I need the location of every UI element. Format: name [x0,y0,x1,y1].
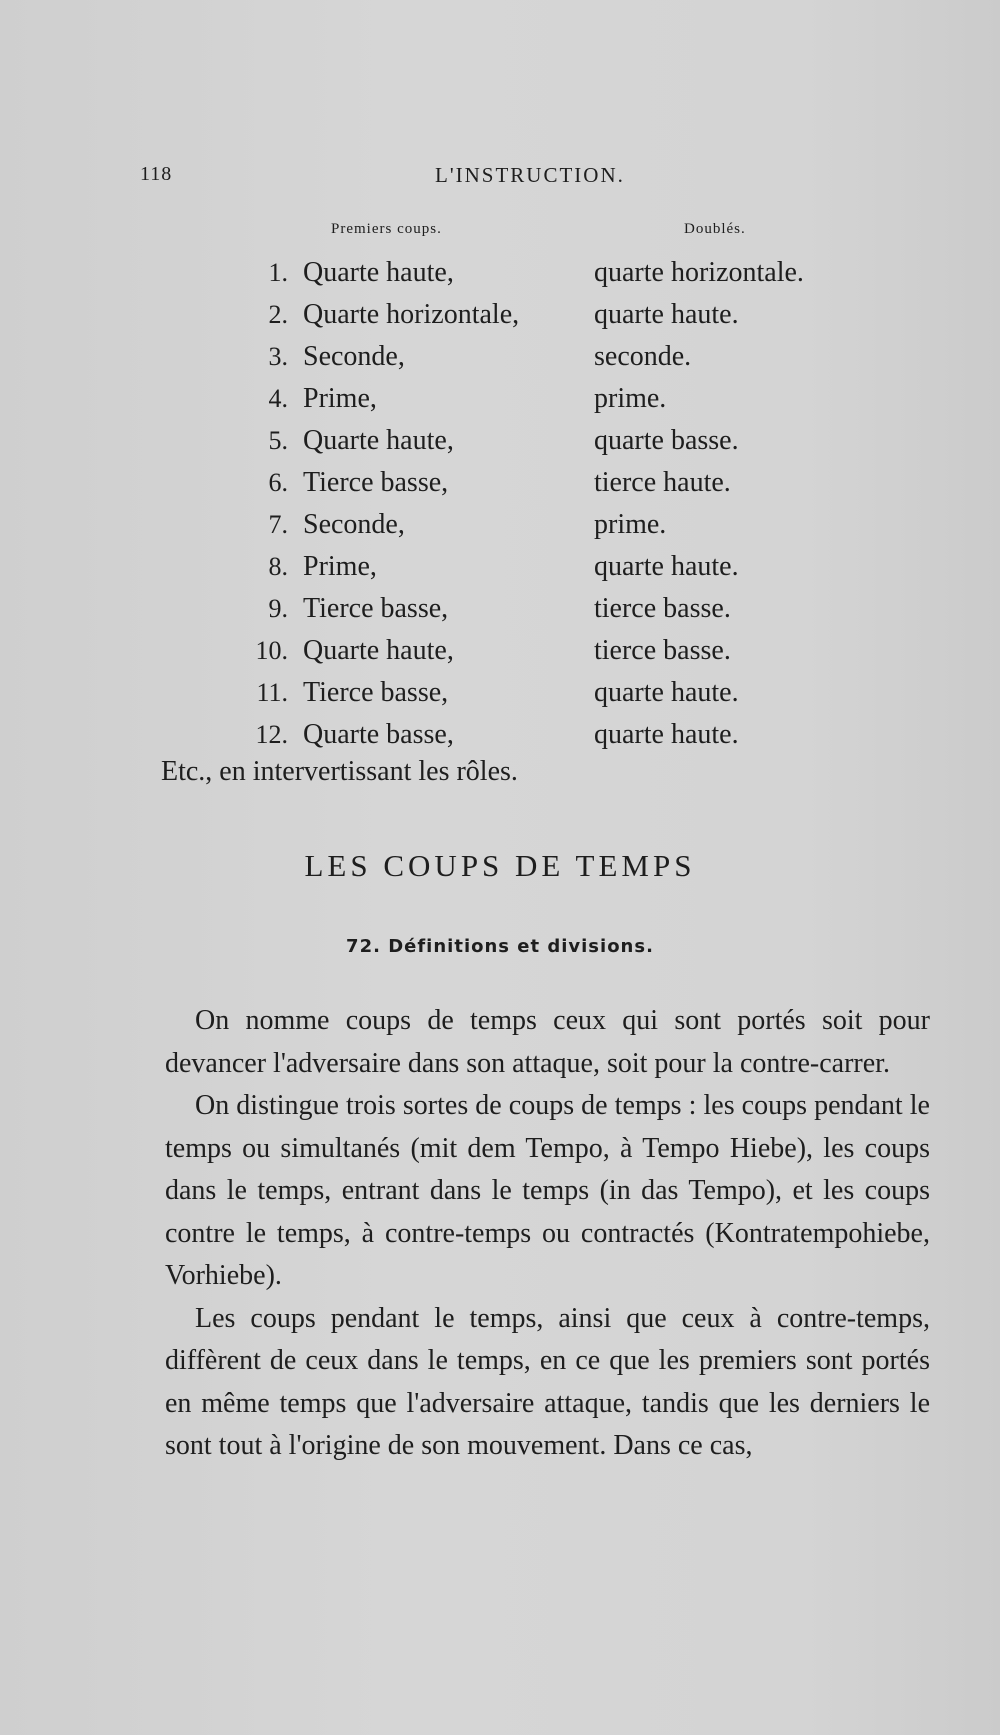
double-coup: quarte horizontale. [594,257,804,288]
first-coup: Prime, [303,383,377,414]
column-header-premiers-coups: Premiers coups. [331,221,442,237]
body-text [165,1000,930,1468]
row-number: 12. [255,720,288,749]
table-row [0,714,1000,756]
first-coup: Tierce basse, [303,467,449,498]
row-number: 9. [268,594,288,623]
table-row [0,504,1000,546]
table-row [0,378,1000,420]
table-row [0,546,1000,588]
table-row [0,294,1000,336]
row-number: 8. [268,552,288,581]
row-number: 2. [268,300,288,329]
double-coup: quarte haute. [594,677,739,708]
row-number: 5. [268,426,288,455]
subsection-heading: 72. Définitions et divisions. [346,936,654,957]
etc-line: Etc., en intervertissant les rôles. [161,756,518,787]
row-number: 4. [268,384,288,413]
double-coup: prime. [594,509,667,540]
page-header [140,163,860,193]
double-coup: quarte haute. [594,551,739,582]
table-row [0,588,1000,630]
double-coup: quarte haute. [594,299,739,330]
double-coup: quarte basse. [594,425,739,456]
first-coup: Quarte haute, [303,425,454,456]
first-coup: Prime, [303,551,377,582]
first-coup: Quarte haute, [303,635,454,666]
table-row [0,420,1000,462]
running-title: L'INSTRUCTION. [435,163,625,187]
table-row [0,462,1000,504]
section-title: LES COUPS DE TEMPS [304,848,696,883]
paragraph: On nomme coups de temps ceux qui sont portés soit pour devancer l'adversaire dans son attaque, soit pour la contre-carrer. [165,1005,930,1079]
column-header-doubles: Doublés. [684,221,746,237]
table-row [0,630,1000,672]
double-coup: seconde. [594,341,692,372]
first-coup: Quarte haute, [303,257,454,288]
table-row [0,252,1000,294]
double-coup: quarte haute. [594,719,739,750]
first-coup: Seconde, [303,341,405,372]
row-number: 3. [268,342,288,371]
row-number: 11. [256,678,288,707]
row-number: 10. [255,636,288,665]
first-coup: Seconde, [303,509,405,540]
double-coup: prime. [594,383,667,414]
double-coup: tierce haute. [594,467,731,498]
coups-table [0,252,1000,756]
table-row [0,336,1000,378]
double-coup: tierce basse. [594,635,731,666]
double-coup: tierce basse. [594,593,731,624]
table-row [0,672,1000,714]
paragraph: Les coups pendant le temps, ainsi que ceux à contre-temps, diffèrent de ceux dans le temps, en ce que les premiers sont portés en même temps que l'adversaire attaque, tandis que les derniers le sont tout à l'origine de son mouvement. Dans ce cas, [165,1302,930,1461]
first-coup: Tierce basse, [303,593,449,624]
page-number: 118 [140,163,173,185]
row-number: 6. [268,468,288,497]
first-coup: Quarte horizontale, [303,299,520,330]
row-number: 7. [268,510,288,539]
row-number: 1. [268,258,288,287]
first-coup: Quarte basse, [303,719,454,750]
paragraph: On distingue trois sortes de coups de temps : les coups pendant le temps ou simultanés (mit dem Tempo, à Tempo Hiebe), les coups dans le temps, entrant dans le temps (in das Tempo), et les coups contre le temps, à contre-temps ou contractés (Kontratempohiebe, Vorhiebe). [165,1090,930,1291]
first-coup: Tierce basse, [303,677,449,708]
